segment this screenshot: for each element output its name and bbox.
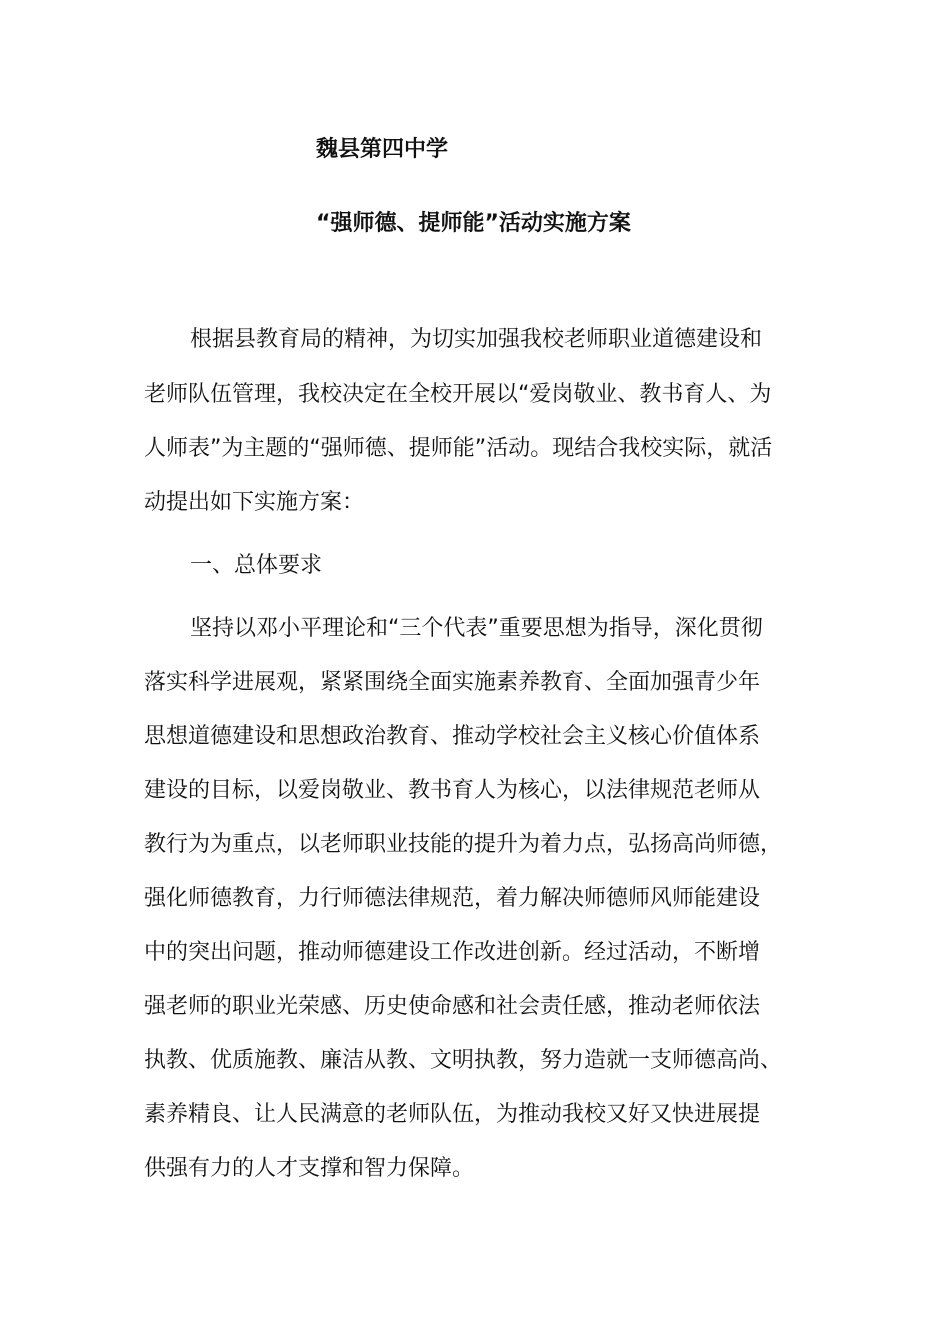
body-line: 建设的目标，以爱岗敬业、教书育人为核心，以法律规范老师从	[144, 778, 761, 803]
document-title: 魏县第四中学	[316, 137, 449, 162]
body-line: 坚持以邓小平理论和“三个代表”重要思想为指导，深化贯彻	[190, 616, 763, 641]
body-line: 教行为为重点，以老师职业技能的提升为着力点，弘扬高尚师德，	[144, 832, 783, 857]
intro-line: 动提出如下实施方案：	[144, 490, 365, 515]
section-heading: 一、总体要求	[190, 553, 323, 578]
body-line: 强化师德教育，力行师德法律规范，着力解决师德师风师能建设	[144, 886, 761, 911]
document-subtitle: “强师德、提师能”活动实施方案	[316, 211, 631, 236]
body-line: 思想道德建设和思想政治教育、推动学校社会主义核心价值体系	[144, 724, 761, 749]
body-line: 强老师的职业光荣感、历史使命感和社会责任感，推动老师依法	[144, 994, 761, 1019]
body-line: 供强有力的人才支撑和智力保障。	[144, 1156, 475, 1181]
intro-line: 老师队伍管理，我校决定在全校开展以“爱岗敬业、教书育人、为	[144, 382, 772, 407]
intro-line: 根据县教育局的精神，为切实加强我校老师职业道德建设和	[190, 327, 763, 352]
body-line: 中的突出问题，推动师德建设工作改进创新。经过活动，不断增	[144, 940, 761, 965]
body-line: 执教、优质施教、廉洁从教、文明执教，努力造就一支师德高尚、	[144, 1048, 783, 1073]
body-line: 落实科学进展观，紧紧围绕全面实施素养教育、全面加强青少年	[144, 670, 761, 695]
intro-line: 人师表”为主题的“强师德、提师能”活动。现结合我校实际，就活	[144, 436, 773, 461]
body-line: 素养精良、让人民满意的老师队伍，为推动我校又好又快进展提	[144, 1102, 761, 1127]
